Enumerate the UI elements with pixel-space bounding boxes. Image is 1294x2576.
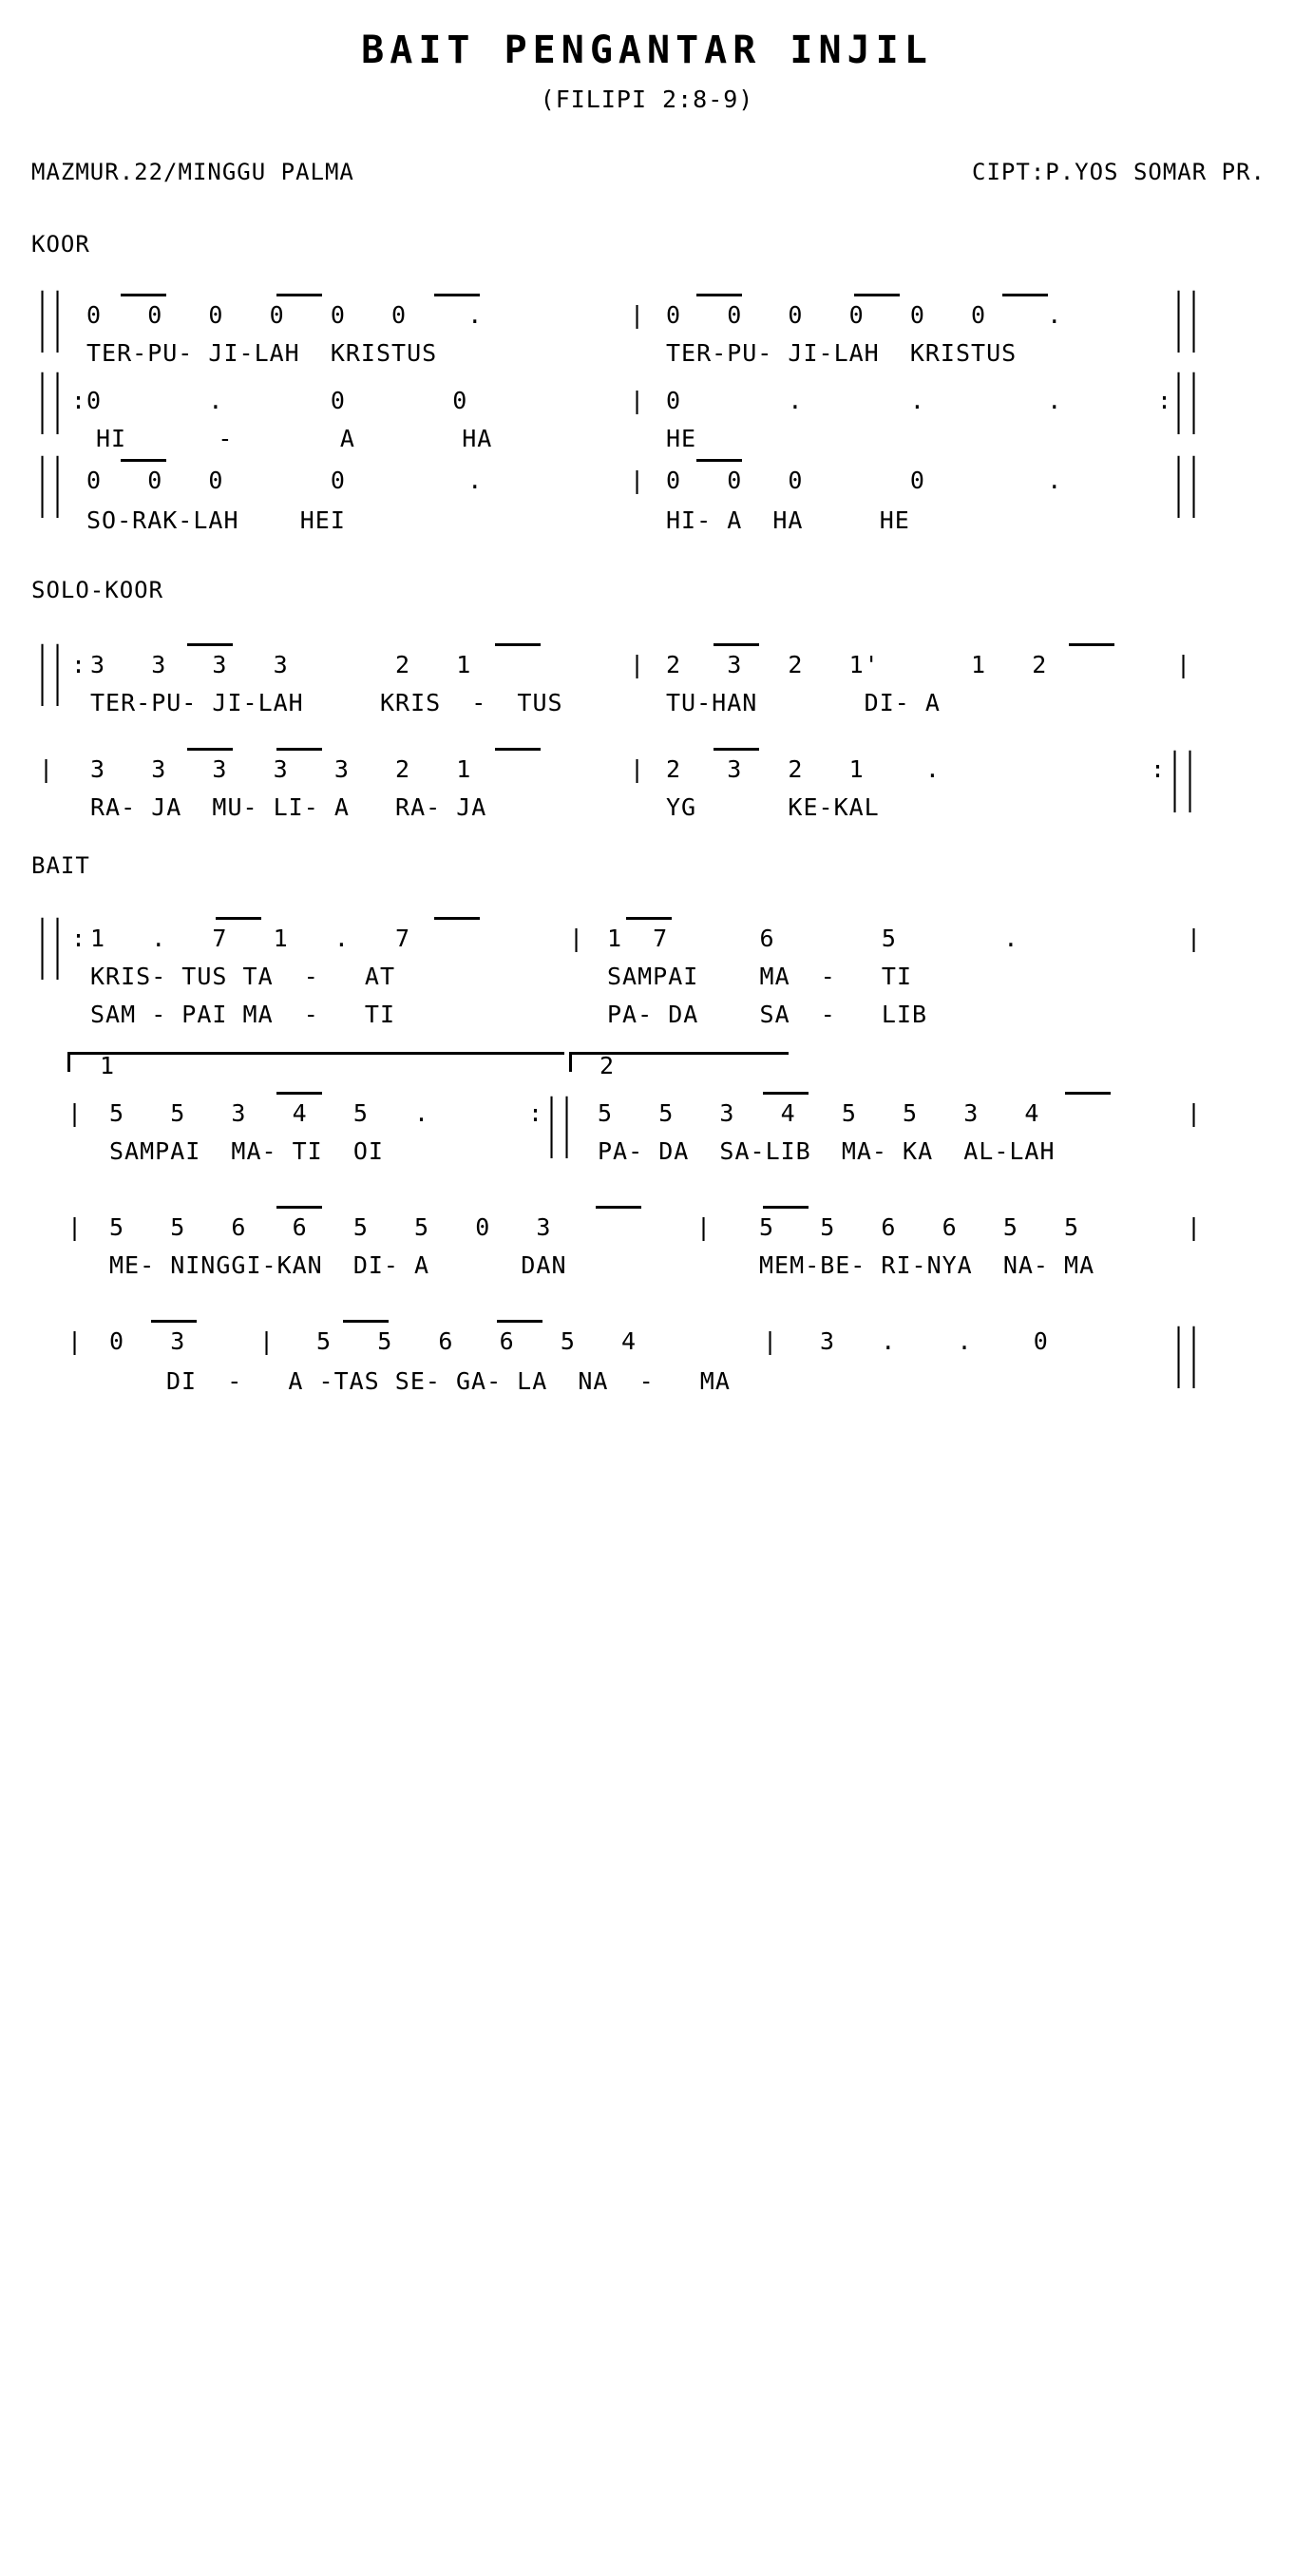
- beam: [714, 643, 759, 646]
- lyric-row: DI - A -TAS SE- GA- LA NA - MA: [166, 1367, 731, 1395]
- volta-number-1: 1: [100, 1052, 116, 1079]
- lyric-row: TER-PU- JI-LAH KRISTUS: [86, 339, 438, 367]
- note-row: 2 3 2 1 .: [666, 755, 941, 783]
- beam: [696, 459, 742, 462]
- note-row: 0 3: [109, 1327, 186, 1355]
- beam: [497, 1320, 542, 1323]
- lyric-row: KRIS- TUS TA - AT: [90, 963, 396, 990]
- barline: |: [67, 1327, 84, 1355]
- repeat-dots: :: [71, 387, 87, 414]
- beam: [121, 294, 166, 296]
- section-label-bait: BAIT: [31, 852, 90, 879]
- barline: |: [67, 1213, 84, 1241]
- repeat-dots: :: [1151, 755, 1167, 783]
- section-label-solo-koor: SOLO-KOOR: [31, 577, 164, 603]
- barline-close: ||: [1171, 1316, 1203, 1389]
- lyric-row: HE: [666, 425, 697, 452]
- barline: |: [1187, 1213, 1203, 1241]
- barline-open: ||: [35, 362, 67, 435]
- beam: [434, 294, 480, 296]
- beam: [854, 294, 900, 296]
- beam: [714, 748, 759, 751]
- barline-close: ||: [1171, 280, 1203, 353]
- note-row: 0 0 0 0 .: [86, 467, 484, 494]
- barline: |: [630, 301, 646, 329]
- note-row: 5 5 6 6 5 5: [759, 1213, 1080, 1241]
- beam: [1069, 643, 1114, 646]
- volta-number-2: 2: [599, 1052, 616, 1079]
- barline: |: [696, 1213, 713, 1241]
- beam: [626, 917, 672, 920]
- system-bait: [31, 907, 1294, 1405]
- barline-open: ||: [35, 907, 67, 981]
- lyric-row: RA- JA MU- LI- A RA- JA: [90, 793, 487, 821]
- page-subtitle: (FILIPI 2:8-9): [540, 86, 754, 113]
- repeat-dots: :: [1157, 387, 1173, 414]
- lyric-row: SO-RAK-LAH HEI: [86, 506, 346, 534]
- note-row: 0 0 0 0 0 0 .: [666, 301, 1063, 329]
- note-row: 0 . . .: [666, 387, 1063, 414]
- note-row: 0 0 0 0 .: [666, 467, 1063, 494]
- barline: |: [1187, 925, 1203, 952]
- repeat-dots: :: [528, 1099, 544, 1127]
- lyric-row: SAMPAI MA - TI: [607, 963, 913, 990]
- beam: [121, 459, 166, 462]
- beam: [187, 748, 233, 751]
- meta-right: CIPT:P.YOS SOMAR PR.: [972, 159, 1265, 185]
- beam: [1002, 294, 1048, 296]
- lyric-row: PA- DA SA-LIB MA- KA AL-LAH: [598, 1137, 1056, 1165]
- lyric-row: MEM-BE- RI-NYA NA- MA: [759, 1251, 1095, 1279]
- lyric-row: TER-PU- JI-LAH KRISTUS: [666, 339, 1018, 367]
- note-row: 0 . 0 0: [86, 387, 468, 414]
- beam: [276, 748, 322, 751]
- beam: [276, 1092, 322, 1095]
- barline-close: ||: [1171, 362, 1203, 435]
- barline-close: ||: [1171, 446, 1203, 519]
- barline-close: ||: [544, 1086, 576, 1159]
- barline-close: ||: [1168, 740, 1199, 813]
- barline: |: [67, 1099, 84, 1127]
- lyric-row: SAMPAI MA- TI OI: [109, 1137, 384, 1165]
- note-row: 3 3 3 3 3 2 1: [90, 755, 472, 783]
- beam: [495, 748, 541, 751]
- sheet-music-page: [0, 29, 1294, 1592]
- beam: [151, 1320, 197, 1323]
- note-row: 5 5 3 4 5 5 3 4: [598, 1099, 1040, 1127]
- barline: |: [1187, 1099, 1203, 1127]
- barline: |: [763, 1327, 779, 1355]
- lyric-row: ME- NINGGI-KAN DI- A DAN: [109, 1251, 567, 1279]
- barline-open: ||: [35, 634, 67, 707]
- lyric-row: TER-PU- JI-LAH KRIS - TUS: [90, 689, 563, 716]
- section-label-koor: KOOR: [31, 231, 90, 258]
- beam: [596, 1206, 641, 1209]
- note-row: 0 0 0 0 0 0 .: [86, 301, 484, 329]
- barline: |: [630, 651, 646, 678]
- volta-bracket-1: [67, 1052, 564, 1072]
- meta-row: [31, 159, 1265, 185]
- note-row: 3 3 3 3 2 1: [90, 651, 472, 678]
- barline-open: ||: [35, 280, 67, 353]
- beam: [495, 643, 541, 646]
- beam: [216, 917, 261, 920]
- note-row: 5 5 3 4 5 .: [109, 1099, 430, 1127]
- note-row: 2 3 2 1' 1 2: [666, 651, 1048, 678]
- beam: [434, 917, 480, 920]
- beam: [187, 643, 233, 646]
- beam: [696, 294, 742, 296]
- note-row: 3 . . 0: [820, 1327, 1049, 1355]
- barline: |: [630, 467, 646, 494]
- note-row: 5 5 6 6 5 5 0 3: [109, 1213, 552, 1241]
- barline: |: [39, 755, 55, 783]
- lyric-row-verse2: SAM - PAI MA - TI: [90, 1001, 396, 1028]
- lyric-row-verse2: PA- DA SA - LIB: [607, 1001, 928, 1028]
- barline-open: ||: [35, 446, 67, 519]
- lyric-row: HI- A HA HE: [666, 506, 910, 534]
- repeat-dots: :: [71, 925, 87, 952]
- repeat-dots: :: [71, 651, 87, 678]
- beam: [1065, 1092, 1111, 1095]
- barline: |: [630, 755, 646, 783]
- barline: |: [1176, 651, 1192, 678]
- note-row: 1 7 6 5 .: [607, 925, 1019, 952]
- note-row: 5 5 6 6 5 4: [316, 1327, 637, 1355]
- barline: |: [630, 387, 646, 414]
- beam: [276, 1206, 322, 1209]
- page-title: BAIT PENGANTAR INJIL: [361, 29, 933, 72]
- lyric-row: YG KE-KAL: [666, 793, 880, 821]
- barline: |: [259, 1327, 276, 1355]
- lyric-row: TU-HAN DI- A: [666, 689, 941, 716]
- barline: |: [569, 925, 585, 952]
- beam: [276, 294, 322, 296]
- beam: [763, 1206, 809, 1209]
- system-koor: [31, 282, 1294, 567]
- system-solo-koor: [31, 636, 1294, 845]
- beam: [343, 1320, 389, 1323]
- note-row: 1 . 7 1 . 7: [90, 925, 411, 952]
- meta-left: MAZMUR.22/MINGGU PALMA: [31, 159, 354, 185]
- lyric-row: HI - A HA: [96, 425, 493, 452]
- beam: [763, 1092, 809, 1095]
